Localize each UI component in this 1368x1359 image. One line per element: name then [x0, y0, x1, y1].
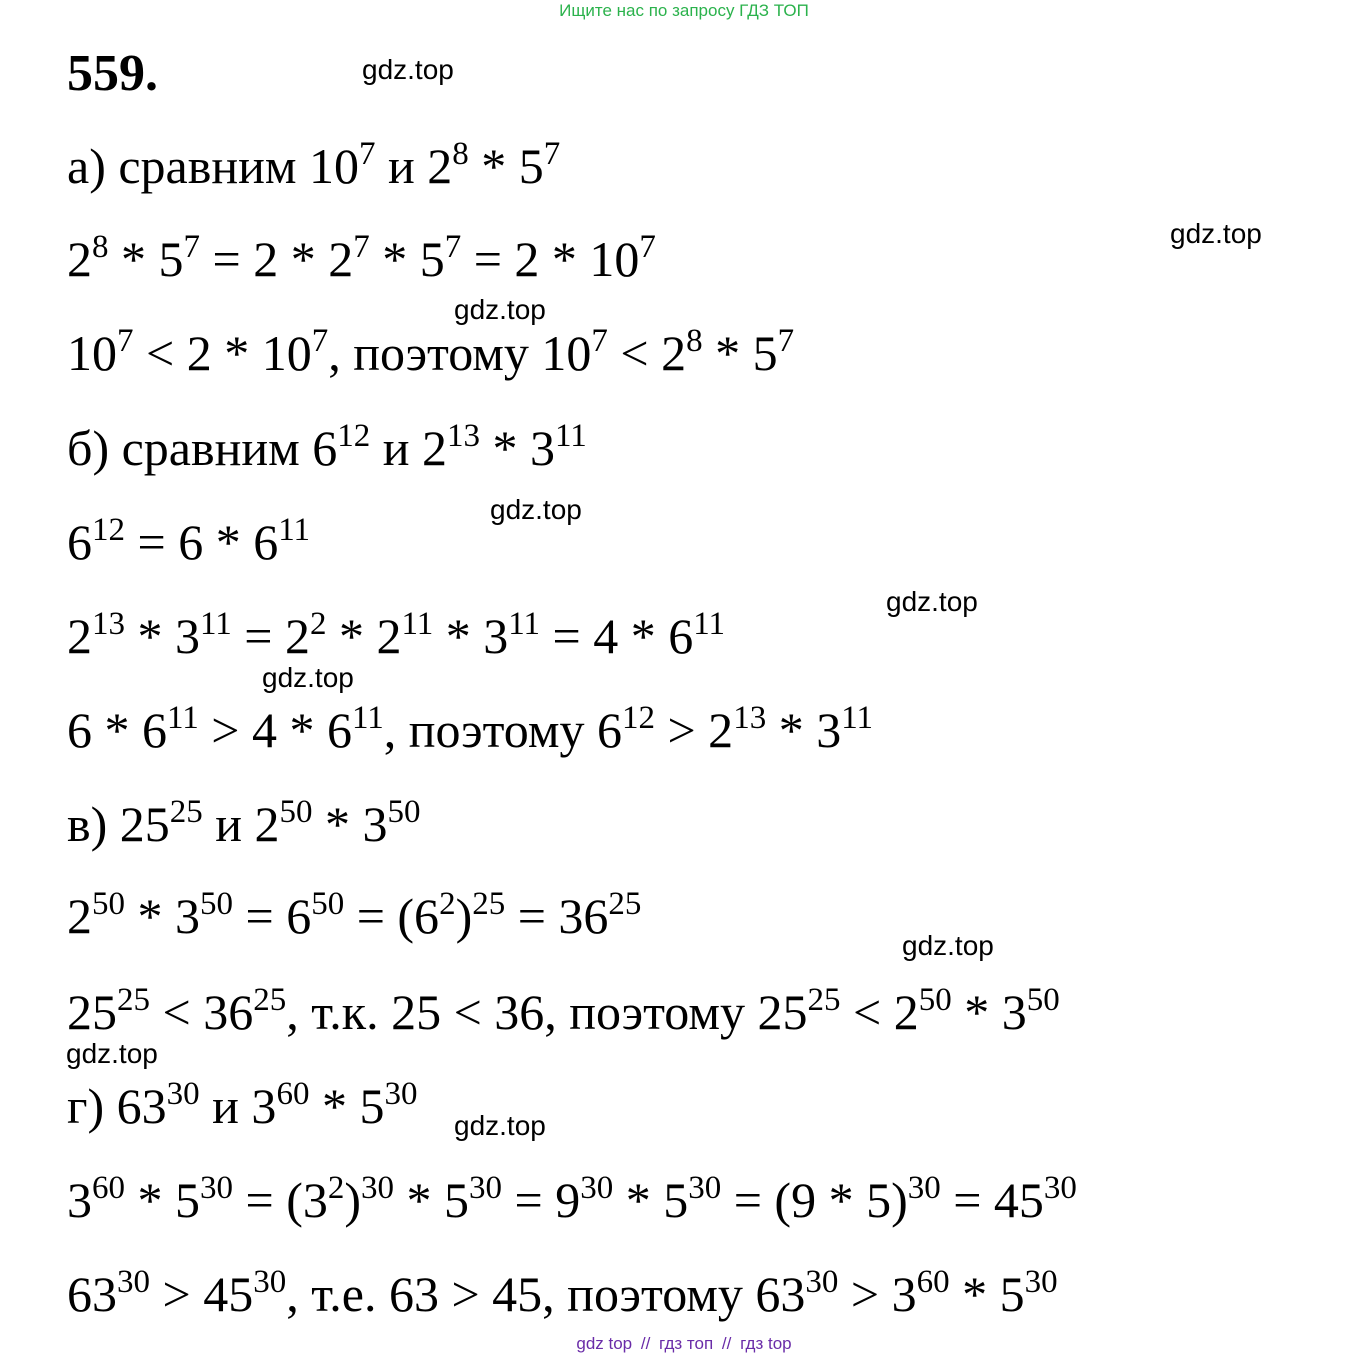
part-b-step-3: $6 * 6^{11} > 4 * 6^{11}$, поэтому $6^{12} > 2^{13} * 3^{11}$: [67, 700, 873, 758]
part-g-heading: г) $63^{30}$ и $3^{60} * 5^{30}$: [67, 1076, 418, 1134]
part-v-heading: в) $25^{25}$ и $2^{50} * 3^{50}$: [67, 794, 421, 852]
part-v-step-1: $2^{50} * 3^{50} = 6^{50} = (6^2)^{25} = 36^{25}$: [67, 886, 642, 944]
footer-link-gdz-top[interactable]: gdz top: [576, 1334, 633, 1353]
footer-separator: //: [640, 1334, 651, 1353]
watermark: gdz.top: [1170, 218, 1262, 249]
watermark: gdz.top: [362, 54, 454, 85]
part-v-step-2: $25^{25} < 36^{25}$, т.к. 25 < 36, поэтому $25^{25} < 2^{50} * 3^{50}$: [67, 982, 1060, 1040]
watermark: gdz.top: [490, 494, 582, 525]
footer-link-gdz-top-mixed[interactable]: гдз top: [740, 1334, 792, 1353]
footer-link-gdz-top-ru[interactable]: гдз топ: [659, 1334, 714, 1353]
watermark: gdz.top: [262, 662, 354, 693]
watermark: gdz.top: [454, 1110, 546, 1141]
part-g-step-2: $63^{30} > 45^{30}$, т.е. 63 > 45, поэтому $63^{30} > 3^{60} * 5^{30}$: [67, 1264, 1058, 1322]
problem-number: 559.: [67, 45, 158, 102]
part-b-step-1: $6^{12} = 6 * 6^{11}$: [67, 512, 310, 570]
part-a-step-1: $2^8 * 5^7 = 2 * 2^7 * 5^7 = 2 * 10^7$: [67, 229, 656, 287]
watermark: gdz.top: [886, 586, 978, 617]
footer-links: [0, 1334, 1368, 1354]
part-a-step-2: $10^7 < 2 * 10^7$, поэтому $10^7 < 2^8 * 5^7$: [67, 323, 795, 381]
part-b-heading: б) сравним $6^{12}$ и $2^{13} * 3^{11}$: [67, 418, 587, 476]
part-a-heading: а) сравним $10^7$ и $2^8 * 5^7$: [67, 136, 561, 194]
watermark: gdz.top: [66, 1038, 158, 1069]
top-banner[interactable]: Ищите нас по запросу ГДЗ ТОП: [559, 1, 809, 20]
part-b-step-2: $2^{13} * 3^{11} = 2^2 * 2^{11} * 3^{11} = 4 * 6^{11}$: [67, 606, 726, 664]
watermark: gdz.top: [454, 294, 546, 325]
footer-separator: //: [721, 1334, 732, 1353]
watermark: gdz.top: [902, 930, 994, 961]
part-g-step-1: $3^{60} * 5^{30} = (3^2)^{30} * 5^{30} = 9^{30} * 5^{30} = (9 * 5)^{30} = 45^{30}$: [67, 1170, 1077, 1228]
